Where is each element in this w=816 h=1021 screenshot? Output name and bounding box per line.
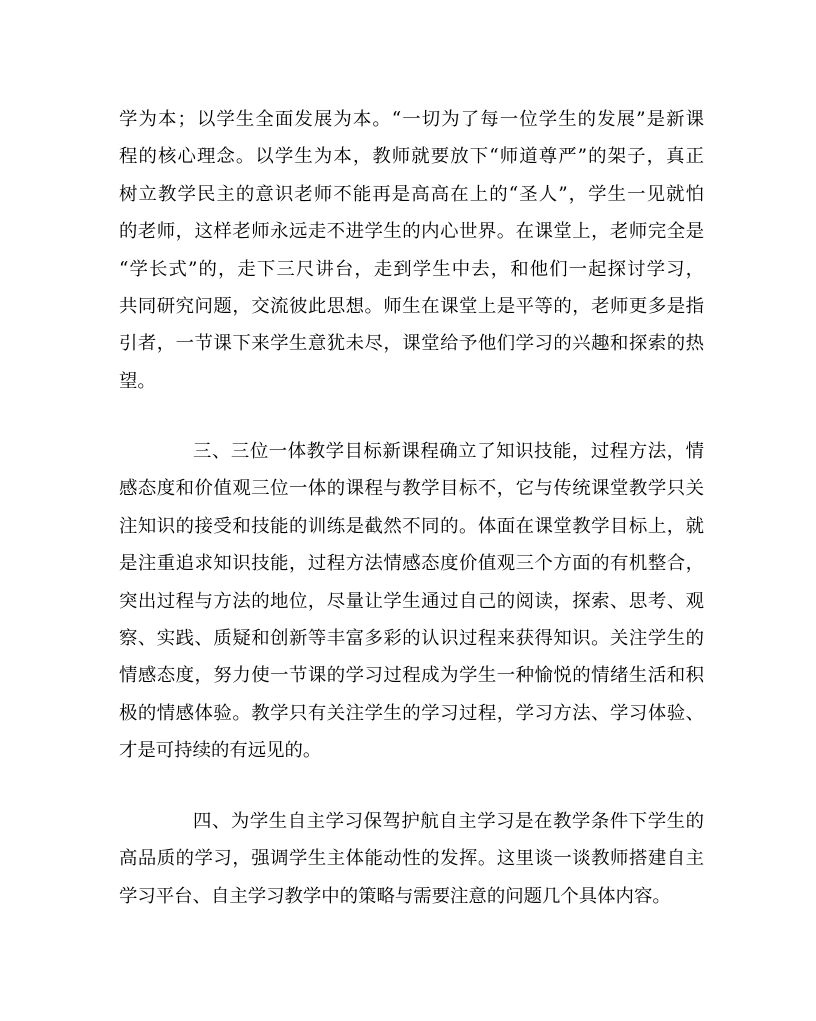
paragraph-line: 察、实践、质疑和创新等丰富多彩的认识过程来获得知识。关注学生的 [119, 627, 704, 649]
paragraph-1 [119, 101, 704, 400]
paragraph-2 [119, 433, 704, 770]
paragraph-line: 学为本；以学生全面发展为本。“一切为了每一位学生的发展”是新课 [119, 109, 704, 130]
paragraph-line: “学长式”的，走下三尺讲台，走到学生中去，和他们一起探讨学习， [119, 258, 704, 280]
paragraph-line: 注知识的接受和技能的训练是截然不同的。体面在课堂教学目标上，就 [119, 515, 704, 537]
paragraph-line: 引者，一节课下来学生意犹未尽，课堂给予他们学习的兴趣和探索的热 [119, 333, 704, 355]
paragraph-line: 突出过程与方法的地位，尽量让学生通过自己的阅读，探索、思考、观 [119, 590, 704, 612]
paragraph-line: 高品质的学习，强调学生主体能动性的发挥。这里谈一谈教师搭建自主 [119, 848, 704, 870]
paragraph-line: 程的核心理念。以学生为本，教师就要放下“师道尊严”的架子，真正 [119, 146, 704, 168]
paragraph-line: 树立教学民主的意识老师不能再是高高在上的“圣人”，学生一见就怕 [119, 183, 704, 205]
paragraph-line: 四、为学生自主学习保驾护航自主学习是在教学条件下学生的 [193, 811, 704, 832]
paragraph-line: 情感态度，努力使一节课的学习过程成为学生一种愉悦的情绪生活和积 [119, 665, 704, 687]
paragraph-line: 的老师，这样老师永远走不进学生的内心世界。在课堂上，老师完全是 [119, 221, 704, 243]
paragraph-3 [119, 803, 704, 915]
paragraph-line: 感态度和价值观三位一体的课程与教学目标不，它与传统课堂教学只关 [119, 478, 704, 500]
paragraph-line: 三、三位一体教学目标新课程确立了知识技能，过程方法，情 [193, 441, 704, 462]
paragraph-line: 学习平台、自主学习教学中的策略与需要注意的问题几个具体内容。 [119, 885, 671, 907]
paragraph-line: 才是可持续的有远见的。 [119, 740, 322, 762]
paragraph-line: 望。 [119, 370, 156, 392]
paragraph-line: 是注重追求知识技能，过程方法情感态度价值观三个方面的有机整合， [119, 553, 704, 575]
paragraph-line: 共同研究问题，交流彼此思想。师生在课堂上是平等的，老师更多是指 [119, 295, 704, 317]
paragraph-line: 极的情感体验。教学只有关注学生的学习过程，学习方法、学习体验、 [119, 702, 704, 724]
